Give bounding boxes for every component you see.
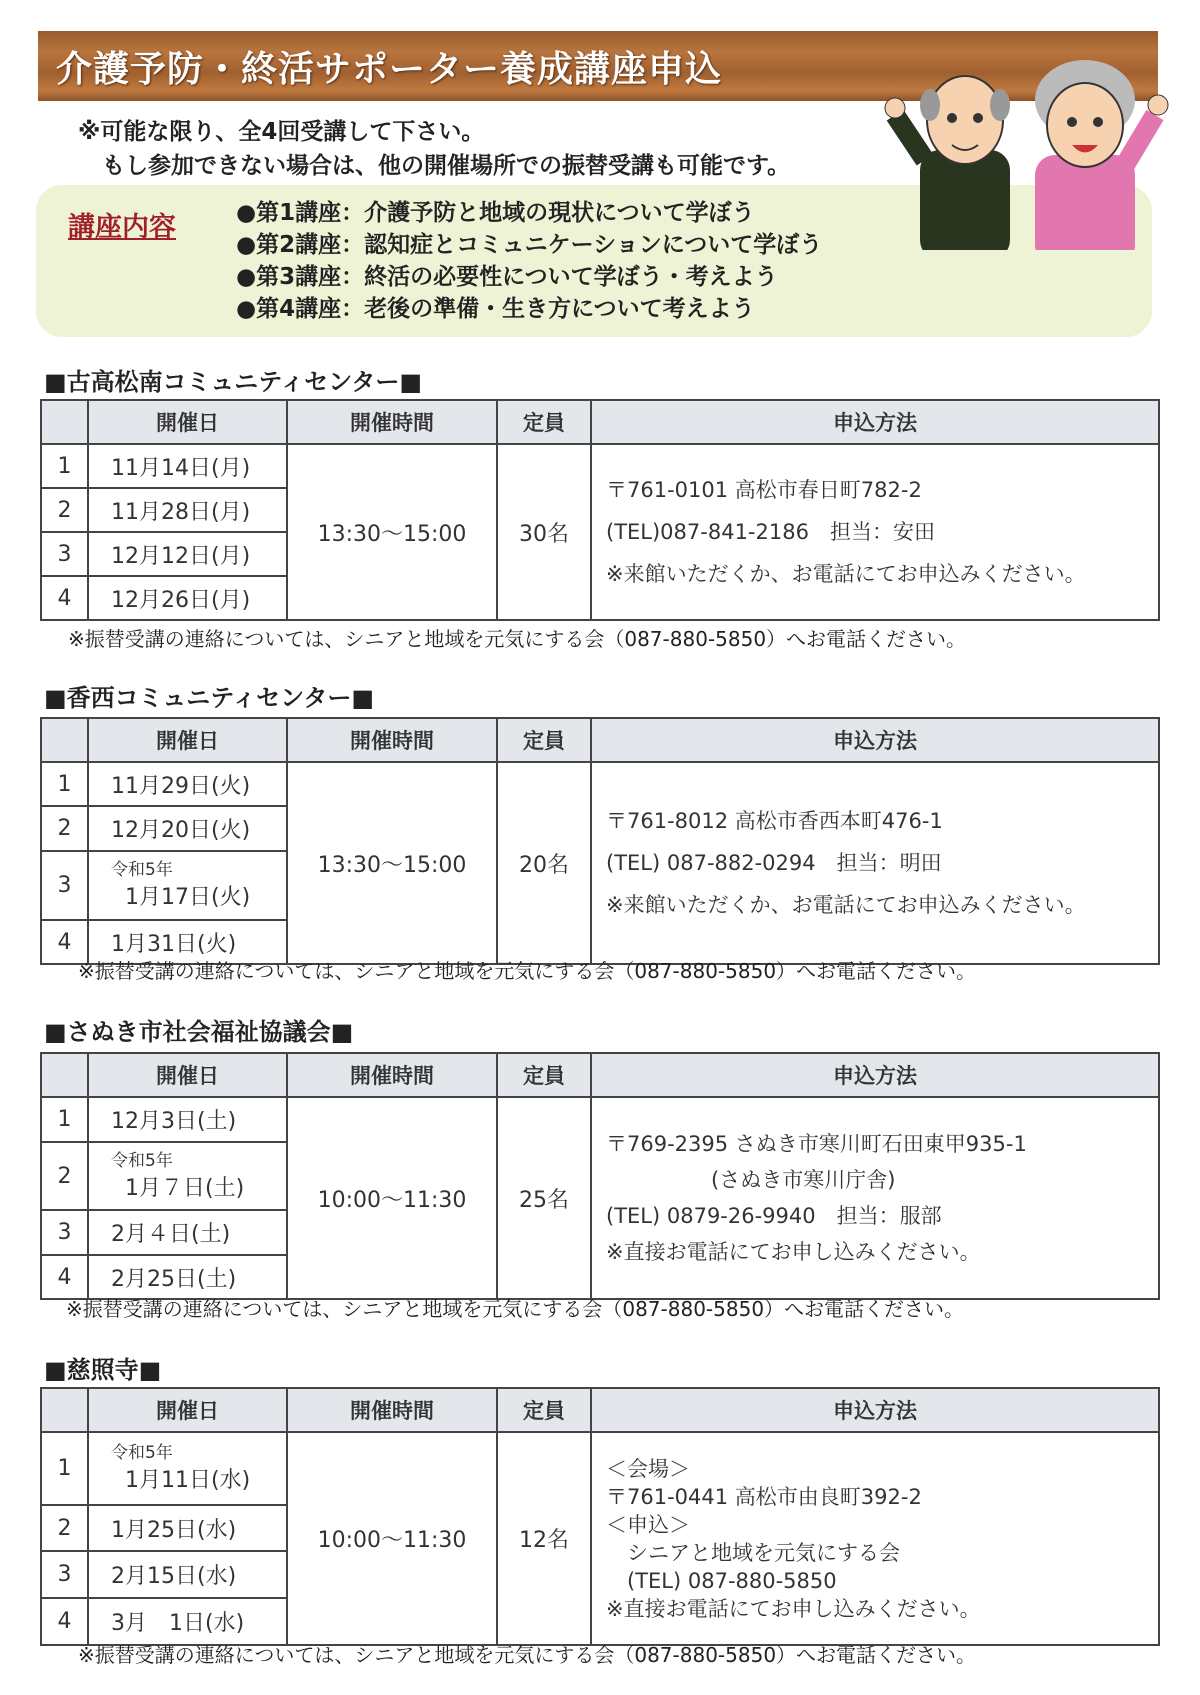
capacity: 20名 bbox=[497, 762, 591, 964]
table-header-row bbox=[41, 1388, 1159, 1432]
transfer-note: ※振替受講の連絡については、シニアと地域を元気にする会（087-880-5850）へお電話ください。 bbox=[66, 1297, 965, 1321]
method-line: (TEL) 087-882-0294 担当：明田 bbox=[606, 851, 942, 875]
era-label: 令和5年 bbox=[111, 1443, 173, 1463]
session-date bbox=[88, 1210, 287, 1255]
application-method bbox=[591, 444, 1159, 620]
date-value: 2月４日(土) bbox=[111, 1222, 231, 1247]
header-number bbox=[41, 1388, 88, 1432]
application-method bbox=[591, 1097, 1159, 1299]
header-capacity: 定員 bbox=[497, 1388, 591, 1432]
session-number: 4 bbox=[41, 1255, 88, 1299]
schedule-table bbox=[40, 1387, 1160, 1646]
era-label: 令和5年 bbox=[111, 860, 173, 880]
session-date bbox=[88, 1598, 287, 1645]
header-number bbox=[41, 400, 88, 444]
session-date bbox=[88, 1097, 287, 1142]
session-number: 3 bbox=[41, 532, 88, 576]
schedule-table bbox=[40, 399, 1160, 621]
session-number: 2 bbox=[41, 488, 88, 532]
date-value: 1月７日(土) bbox=[125, 1175, 245, 1201]
session-date bbox=[88, 762, 287, 806]
header-time: 開催時間 bbox=[287, 1053, 497, 1097]
session-date bbox=[88, 1432, 287, 1505]
method-line: ＜申込＞ bbox=[606, 1512, 690, 1537]
date-value: 11月28日(月) bbox=[111, 499, 251, 525]
header-time: 開催時間 bbox=[287, 400, 497, 444]
table-row bbox=[41, 762, 1159, 806]
course-item: ●第4講座：老後の準備・生き方について考えよう bbox=[236, 296, 755, 322]
header-time: 開催時間 bbox=[287, 718, 497, 762]
date-value: 11月14日(月) bbox=[111, 455, 251, 481]
header-date: 開催日 bbox=[88, 1388, 287, 1432]
session-number: 3 bbox=[41, 851, 88, 920]
method-line: (TEL) 087-880-5850 bbox=[606, 1568, 837, 1593]
intro-line: ※可能な限り、全4回受講して下さい。 bbox=[78, 119, 485, 145]
header-time: 開催時間 bbox=[287, 1388, 497, 1432]
course-item: ●第2講座：認知症とコミュニケーションについて学ぼう bbox=[236, 232, 823, 258]
session-date bbox=[88, 444, 287, 488]
course-list bbox=[236, 197, 822, 325]
method-line: ※来館いただくか、お電話にてお申込みください。 bbox=[606, 562, 1086, 586]
header-method: 申込方法 bbox=[591, 718, 1159, 762]
capacity: 25名 bbox=[497, 1097, 591, 1299]
transfer-note: ※振替受講の連絡については、シニアと地域を元気にする会（087-880-5850）へお電話ください。 bbox=[78, 1643, 977, 1667]
transfer-note: ※振替受講の連絡については、シニアと地域を元気にする会（087-880-5850）へお電話ください。 bbox=[78, 959, 977, 983]
method-line: 〒761-0101 高松市春日町782-2 bbox=[606, 478, 922, 502]
session-date bbox=[88, 1142, 287, 1210]
session-number: 2 bbox=[41, 1505, 88, 1551]
session-number: 4 bbox=[41, 1598, 88, 1645]
date-value: 1月11日(水) bbox=[125, 1468, 251, 1493]
session-number: 4 bbox=[41, 920, 88, 964]
course-item: ●第1講座：介護予防と地域の現状について学ぼう bbox=[236, 200, 755, 226]
session-date bbox=[88, 576, 287, 620]
session-number: 1 bbox=[41, 1432, 88, 1505]
intro-line: もし参加できない場合は、他の開催場所での振替受講も可能です。 bbox=[102, 153, 791, 179]
method-line: (TEL)087-841-2186 担当：安田 bbox=[606, 520, 935, 544]
date-value: 2月25日(土) bbox=[111, 1266, 237, 1292]
venue-title: ■さぬき市社会福祉協議会■ bbox=[44, 1018, 354, 1046]
method-line: シニアと地域を元気にする会 bbox=[606, 1540, 900, 1565]
session-date bbox=[88, 1505, 287, 1551]
session-date bbox=[88, 1551, 287, 1598]
method-line: 〒761-8012 高松市香西本町476-1 bbox=[606, 809, 943, 833]
header-number bbox=[41, 718, 88, 762]
header-date: 開催日 bbox=[88, 400, 287, 444]
method-line: ＜会場＞ bbox=[606, 1456, 690, 1481]
header-method: 申込方法 bbox=[591, 1053, 1159, 1097]
course-item: ●第3講座：終活の必要性について学ぼう・考えよう bbox=[236, 264, 778, 290]
header-method: 申込方法 bbox=[591, 400, 1159, 444]
session-number: 3 bbox=[41, 1210, 88, 1255]
session-time: 10:00～11:30 bbox=[287, 1097, 497, 1299]
method-line: 〒761-0441 高松市由良町392-2 bbox=[606, 1484, 922, 1509]
session-date bbox=[88, 851, 287, 920]
header-capacity: 定員 bbox=[497, 718, 591, 762]
table-row bbox=[41, 1097, 1159, 1142]
table-header-row bbox=[41, 1053, 1159, 1097]
session-number: 1 bbox=[41, 1097, 88, 1142]
capacity: 30名 bbox=[497, 444, 591, 620]
schedule-table bbox=[40, 717, 1160, 965]
date-value: 3月 1日(水) bbox=[111, 1611, 245, 1636]
transfer-note: ※振替受講の連絡については、シニアと地域を元気にする会（087-880-5850）へお電話ください。 bbox=[68, 627, 967, 651]
venue-title: ■慈照寺■ bbox=[44, 1356, 162, 1384]
date-value: 12月20日(火) bbox=[111, 818, 251, 843]
header-date: 開催日 bbox=[88, 1053, 287, 1097]
session-time: 13:30～15:00 bbox=[287, 444, 497, 620]
table-row bbox=[41, 1432, 1159, 1505]
header-number bbox=[41, 1053, 88, 1097]
date-value: 1月17日(火) bbox=[125, 885, 251, 910]
session-date bbox=[88, 488, 287, 532]
elderly-couple-illustration bbox=[880, 60, 1170, 250]
method-line: 〒769-2395 さぬき市寒川町石田東甲935-1 bbox=[606, 1132, 1027, 1156]
era-label: 令和5年 bbox=[111, 1150, 173, 1171]
date-value: 12月3日(土) bbox=[111, 1109, 237, 1134]
table-header-row bbox=[41, 400, 1159, 444]
venue-title: ■香西コミュニティセンター■ bbox=[44, 684, 374, 712]
date-value: 12月12日(月) bbox=[111, 543, 251, 569]
date-value: 2月15日(水) bbox=[111, 1564, 237, 1589]
session-number: 2 bbox=[41, 806, 88, 851]
header-method: 申込方法 bbox=[591, 1388, 1159, 1432]
table-row bbox=[41, 444, 1159, 488]
intro-text bbox=[78, 115, 790, 183]
page-title: 介護予防・終活サポーター養成講座申込 bbox=[56, 49, 723, 90]
course-contents-label: 講座内容 bbox=[68, 212, 176, 243]
capacity: 12名 bbox=[497, 1432, 591, 1645]
session-time: 10:00～11:30 bbox=[287, 1432, 497, 1645]
date-value: 1月25日(水) bbox=[111, 1517, 237, 1543]
schedule-table bbox=[40, 1052, 1160, 1300]
session-date bbox=[88, 806, 287, 851]
header-date: 開催日 bbox=[88, 718, 287, 762]
header-capacity: 定員 bbox=[497, 1053, 591, 1097]
venue-title: ■古高松南コミュニティセンター■ bbox=[44, 368, 422, 396]
date-value: 1月31日(火) bbox=[111, 931, 237, 957]
application-method bbox=[591, 762, 1159, 964]
method-line: (TEL) 0879-26-9940 担当：服部 bbox=[606, 1204, 942, 1228]
table-header-row bbox=[41, 718, 1159, 762]
session-number: 1 bbox=[41, 444, 88, 488]
session-time: 13:30～15:00 bbox=[287, 762, 497, 964]
session-number: 3 bbox=[41, 1551, 88, 1598]
session-number: 1 bbox=[41, 762, 88, 806]
date-value: 12月26日(月) bbox=[111, 587, 251, 613]
method-line: ※直接お電話にてお申し込みください。 bbox=[606, 1596, 981, 1621]
session-number: 4 bbox=[41, 576, 88, 620]
application-method bbox=[591, 1432, 1159, 1645]
method-line: ※来館いただくか、お電話にてお申込みください。 bbox=[606, 893, 1086, 917]
method-line: ※直接お電話にてお申し込みください。 bbox=[606, 1240, 981, 1264]
method-line: (さぬき市寒川庁舎) bbox=[606, 1168, 896, 1192]
session-date bbox=[88, 532, 287, 576]
date-value: 11月29日(火) bbox=[111, 773, 251, 799]
session-number: 2 bbox=[41, 1142, 88, 1210]
header-capacity: 定員 bbox=[497, 400, 591, 444]
